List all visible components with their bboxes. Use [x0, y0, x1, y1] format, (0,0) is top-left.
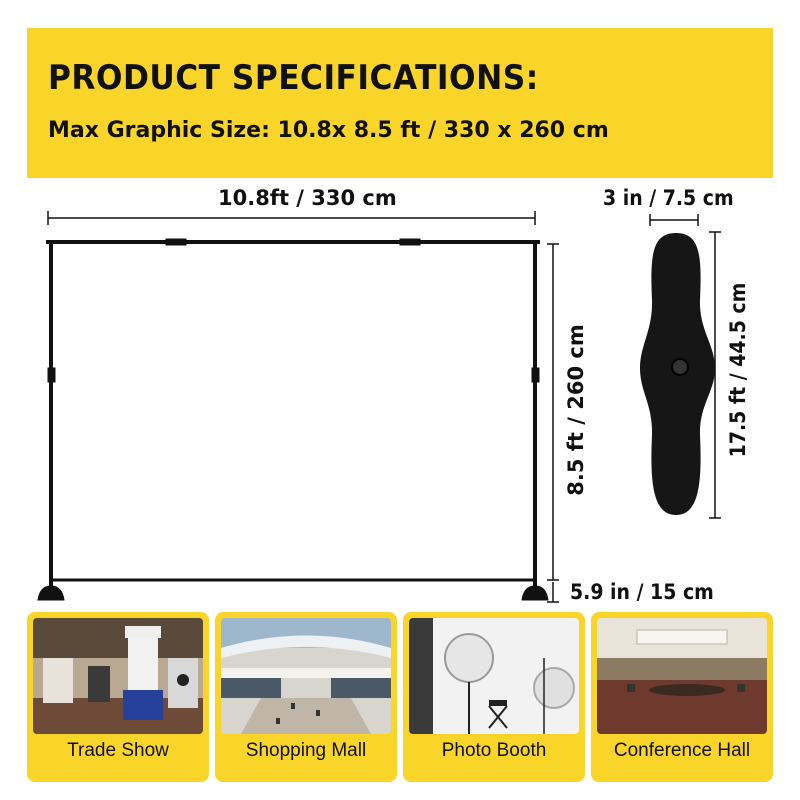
trade-show-photo: [33, 618, 203, 734]
scene-shopping-mall: [215, 612, 397, 782]
scene-conference-hall: [591, 612, 773, 782]
frame-height-dimension-line: [547, 244, 559, 580]
shopping-mall-photo: [221, 618, 391, 734]
frame-width-dimension-line: [48, 211, 535, 225]
max-graphic-size: Max Graphic Size: 10.8x 8.5 ft / 330 x 260 cm: [48, 118, 609, 143]
foot-height-label: 5.9 in / 15 cm: [570, 580, 714, 604]
scene-label-shopping-mall: Shopping Mall: [245, 740, 367, 761]
frame-width-label: 10.8ft / 330 cm: [218, 186, 397, 210]
right-foot: [522, 586, 548, 600]
base-width-label: 3 in / 7.5 cm: [603, 186, 734, 210]
base-height-label: 17.5 ft / 44.5 cm: [726, 282, 750, 458]
scene-label-trade-show: Trade Show: [67, 740, 169, 761]
backdrop-frame: [38, 239, 548, 600]
left-foot: [38, 586, 64, 600]
spec-title: PRODUCT SPECIFICATIONS:: [48, 58, 539, 98]
scene-trade-show: [27, 612, 209, 782]
scene-photo-booth: [403, 612, 585, 782]
scene-label-conference-hall: Conference Hall: [613, 740, 751, 761]
scene-label-photo-booth: Photo Booth: [441, 740, 547, 761]
foot-height-dimension-line: [547, 582, 559, 602]
base-width-dimension-line: [650, 214, 698, 226]
photo-booth-photo: [409, 618, 579, 734]
base-foot-illustration: [640, 233, 715, 515]
conference-hall-photo: [597, 618, 767, 734]
frame-height-label: 8.5 ft / 260 cm: [564, 324, 588, 496]
usage-scenes: [27, 612, 777, 782]
